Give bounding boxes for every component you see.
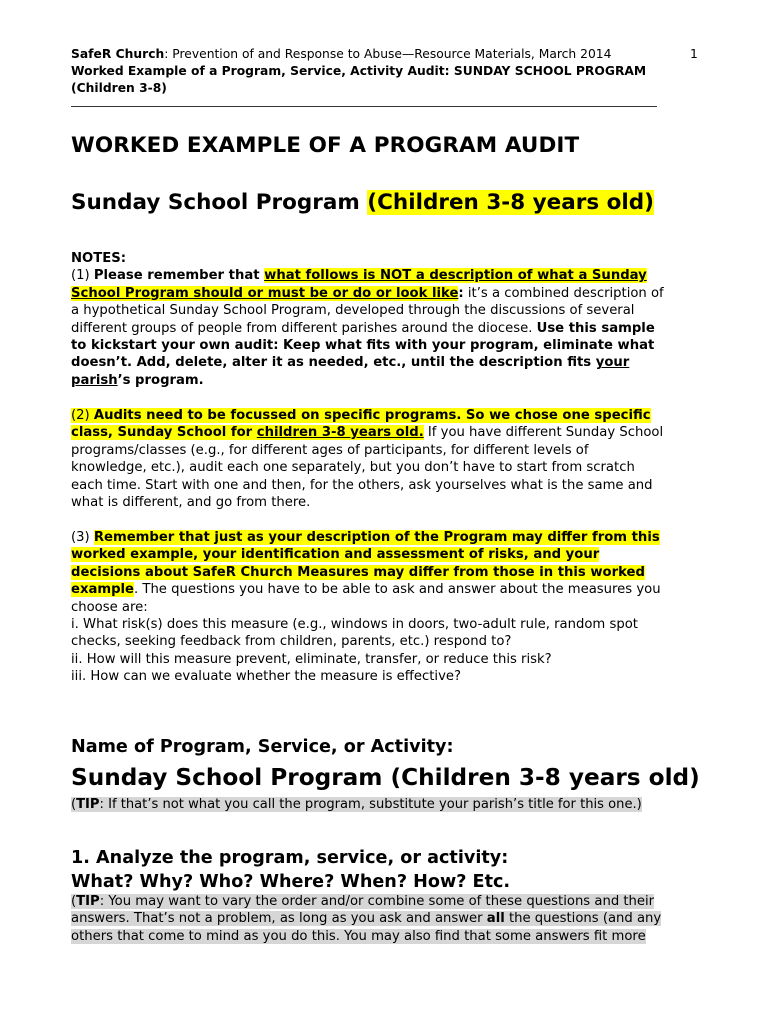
note-1-line-4b: Use this sample [536, 320, 655, 336]
note-1-line-6a: doesn’t. Add, delete, alter it as needed, etc., until the description fits [71, 355, 596, 371]
note-1-line-7b: ’s program. [117, 372, 204, 388]
section-1-tip-open: ( [71, 894, 77, 909]
page-title: WORKED EXAMPLE OF A PROGRAM AUDIT [71, 133, 580, 158]
section-1-tip-line-2b: all [486, 911, 505, 927]
section-1-heading: 1. Analyze the program, service, or activity: [71, 848, 509, 868]
note-1-highlight-b: School Program should or must be or do or look like [71, 285, 459, 301]
note-2-highlight-b: class, Sunday School for [71, 425, 257, 441]
program-tip-text: : If that’s not what you call the program, substitute your parish’s title for this one.) [99, 797, 642, 812]
note-3-highlight-a: Remember that just as your description of the Program may differ from this [93, 530, 660, 545]
note-3-line-6: i. What risk(s) does this measure (e.g., windows in doors, two-adult rule, random spot [71, 617, 638, 633]
note-3-number: (3) [71, 530, 94, 545]
header-line2: Worked Example of a Program, Service, Activity Audit: SUNDAY SCHOOL PROGRAM [71, 63, 647, 78]
section-1-tip-line-2c: the questions (and any [504, 911, 662, 927]
note-1 [71, 250, 699, 389]
note-1-text-a: it’s a combined description of [463, 285, 664, 301]
note-1-line-7a: parish [71, 372, 118, 388]
notes-heading: NOTES: [71, 251, 127, 266]
program-tip-open: ( [71, 797, 77, 812]
note-2-highlight-c: children 3-8 years old. [256, 425, 424, 441]
note-2-number: (2) [71, 408, 94, 423]
note-2 [71, 407, 699, 511]
note-3-highlight-c: decisions about SafeR Church Measures may differ from those in this worked [71, 564, 645, 580]
note-3-highlight-b: worked example, your identification and assessment of risks, and your [71, 547, 600, 563]
note-1-colon: : [458, 285, 464, 301]
program-tip [71, 796, 699, 813]
note-2-line-5: each time. Start with one and then, for the others, ask yourselves what is the same and [71, 477, 653, 493]
program-name: Sunday School Program (Children 3-8 years old) [71, 764, 700, 791]
note-3-line-4b: . The questions you have to be able to ask and answer about the measures you [134, 582, 661, 598]
subtitle-plain: Sunday School Program [71, 190, 368, 215]
note-1-number: (1) [71, 268, 94, 284]
note-1-line-3: a hypothetical Sunday School Program, developed through the discussions of several [71, 303, 635, 319]
note-1-highlight-a: what follows is NOT a description of what a Sunday [264, 268, 647, 284]
note-2-line-4: knowledge, etc.), audit each one separately, but you don’t have to start from scratch [71, 460, 635, 476]
note-3-line-9: iii. How can we evaluate whether the measure is effective? [71, 669, 461, 685]
note-3-line-8: ii. How will this measure prevent, eliminate, transfer, or reduce this risk? [71, 651, 552, 667]
note-3 [71, 529, 699, 686]
note-3-line-5: choose are: [71, 599, 148, 615]
note-2-text-a: If you have different Sunday School [423, 425, 664, 441]
note-2-line-3: programs/classes (e.g., for different ages of participants, for different levels of [71, 442, 589, 458]
section-1-tip-line-1: : You may want to vary the order and/or combine some of these questions and their [99, 894, 655, 909]
header-divider [71, 106, 657, 107]
subtitle-highlight: (Children 3-8 years old) [367, 190, 654, 215]
page-header [71, 46, 671, 96]
header-line3: (Children 3-8) [71, 80, 167, 95]
note-1-line-4a: different groups of people from different parishes around the diocese. [71, 320, 537, 336]
program-label: Name of Program, Service, or Activity: [71, 737, 454, 757]
section-1-tip-label: TIP [76, 894, 100, 909]
header-org: SafeR Church [71, 47, 165, 61]
note-1-line-6b: your [595, 355, 630, 371]
section-1-tip [71, 893, 699, 945]
note-2-highlight-a: Audits need to be focussed on specific programs. So we chose one specific [93, 408, 651, 423]
header-line1: : Prevention of and Response to Abuse—Resource Materials, March 2014 [164, 47, 612, 61]
section-1-tip-line-3: others that come to mind as you do this. You may also find that some answers fit more [71, 928, 646, 944]
section-1-tip-line-2a: answers. That’s not a problem, as long as you ask and answer [71, 911, 487, 927]
program-tip-label: TIP [76, 797, 100, 812]
note-3-line-7: checks, seeking feedback from children, parents, etc.) respond to? [71, 634, 512, 650]
note-2-line-6: what is different, and go from there. [71, 495, 311, 511]
page-number: 1 [690, 47, 698, 61]
note-1-lead: Please remember that [93, 268, 265, 284]
note-1-line-5: to kickstart your own audit: Keep what fits with your program, eliminate what [71, 338, 655, 354]
note-3-highlight-d: example [71, 582, 134, 598]
page-subtitle [71, 190, 654, 215]
section-1-subheading: What? Why? Who? Where? When? How? Etc. [71, 872, 511, 892]
